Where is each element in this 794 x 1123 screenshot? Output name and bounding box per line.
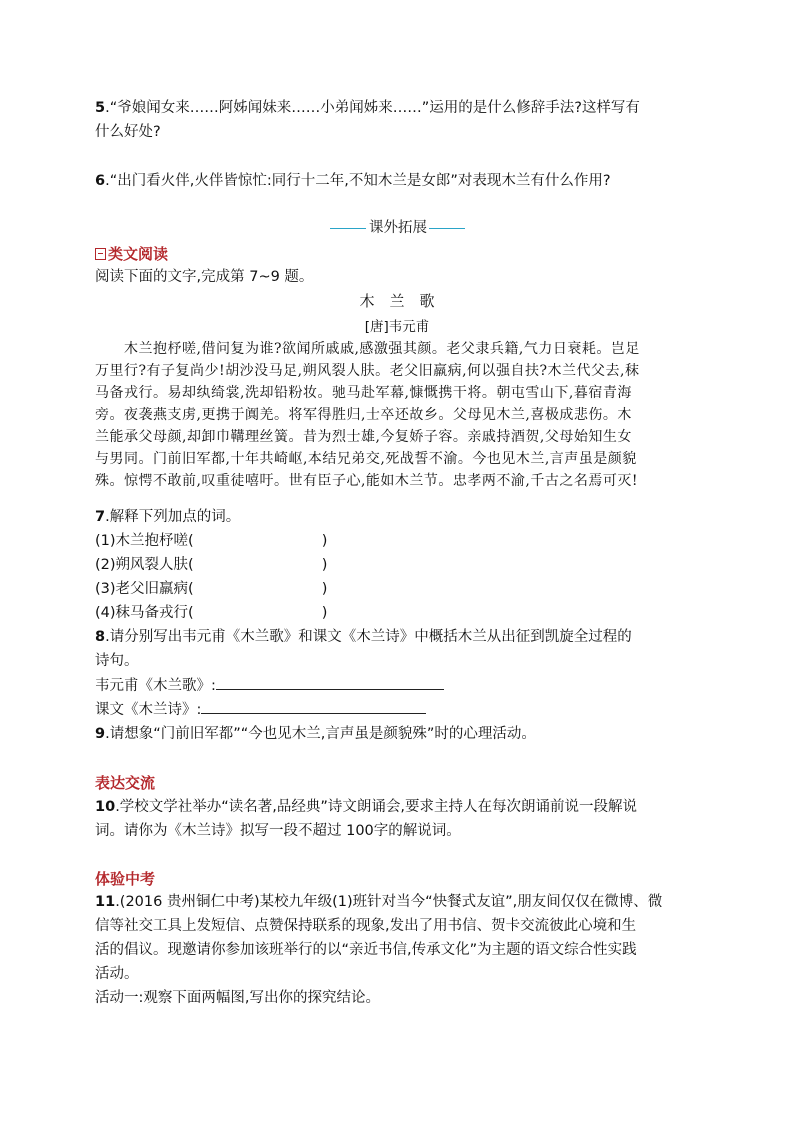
answer-line[interactable]: [201, 699, 426, 714]
question-10: [95, 796, 637, 818]
question-number: 10: [95, 799, 116, 815]
question-text: .请想象“门前旧军都”“今也见木兰,言声虽是颜貌殊”时的心理活动。: [105, 726, 536, 742]
question-5-line2: 什么好处?: [95, 124, 161, 140]
reading-instruction: 阅读下面的文字,完成第 7~9 题。: [95, 269, 314, 285]
question-11-line5: 活动一:观察下面两幅图,写出你的探究结论。: [95, 990, 380, 1006]
question-10-line2: 词。请你为《木兰诗》拟写一段不超过 100字的解说词。: [95, 823, 461, 839]
poem-line: 木兰抱杼嗟,借问复为谁?欲闻所戚戚,感激强其颜。老父隶兵籍,气力日衰耗。岂足: [95, 341, 640, 357]
subheading-reading: 类文阅读: [95, 243, 168, 264]
question-number: 7: [95, 509, 106, 525]
question-text: .解释下列加点的词。: [105, 509, 241, 525]
question-number: 5: [95, 100, 106, 116]
poem-body: [95, 338, 695, 492]
section-divider: [330, 217, 465, 239]
question-8-line2: 诗句。: [95, 653, 139, 669]
subheading-exam: 体验中考: [95, 870, 156, 888]
question-11: [95, 891, 662, 913]
divider-line-left: [330, 228, 366, 229]
poem-line: 殊。惊愕不敢前,叹重徒嘻吁。世有臣子心,能如木兰节。忠孝两不渝,千古之名焉可灭!: [95, 473, 638, 489]
question-text: .“爷娘闻女来……阿姊闻妹来……小弟闻姊来……”运用的是什么修辞手法?这样写有: [105, 100, 640, 116]
poem-line: 万里行?有子复尚少!胡沙没马足,朔风裂人肤。老父旧羸病,何以强自扶?木兰代父去,秣: [95, 363, 640, 379]
poem-line: 马备戎行。易却纨绮裳,洗却铅粉妆。驰马赴军幕,慷慨携干将。朝屯雪山下,暮宿青海: [95, 385, 632, 401]
question-text: .学校文学社举办“读名著,品经典”诗文朗诵会,要求主持人在每次朗诵前说一段解说: [115, 799, 638, 815]
question-text: .请分别写出韦元甫《木兰歌》和课文《木兰诗》中概括木兰从出征到凯旋全过程的: [105, 629, 632, 645]
q7-item-4: (4)秣马备戎行( ): [95, 605, 328, 621]
poem-title: 木 兰 歌: [359, 292, 435, 310]
question-11-line4: 活动。: [95, 966, 139, 982]
question-5: [95, 97, 640, 119]
q8-answer-2: 课文《木兰诗》:: [95, 699, 426, 721]
question-number: 6: [95, 173, 106, 189]
q7-item-1: (1)木兰抱杼嗟( ): [95, 533, 328, 549]
q8-answer-1: 韦元甫《木兰歌》:: [95, 675, 444, 697]
poem-author: [唐]韦元甫: [364, 319, 430, 335]
q7-item-2: (2)朔风裂人肤( ): [95, 557, 328, 573]
q7-item-3: (3)老父旧羸病( ): [95, 581, 328, 597]
section-title: 课外拓展: [369, 220, 427, 236]
question-7: [95, 506, 240, 528]
divider-line-right: [429, 228, 465, 229]
answer-line[interactable]: [216, 675, 444, 690]
question-11-line2: 信等社交工具上发短信、点赞保持联系的现象,发出了用书信、贺卡交流彼此心境和生: [95, 918, 637, 934]
subheading-expression: 表达交流: [95, 774, 156, 792]
section-marker-icon: [95, 248, 106, 260]
poem-line: 与男同。门前旧军都,十年共崎岖,本结兄弟交,死战誓不渝。今也见木兰,言声虽是颜貌: [95, 451, 637, 467]
poem-line: 兰能承父母颜,却卸巾鞲理丝簧。昔为烈士雄,今复娇子容。亲戚持酒贺,父母始知生女: [95, 429, 632, 445]
question-number: 11: [95, 894, 116, 910]
question-number: 8: [95, 629, 106, 645]
poem-line: 旁。夜袭燕支虏,更携于阗羌。将军得胜归,士卒还故乡。父母见木兰,喜极成悲伤。木: [95, 407, 632, 423]
question-11-line3: 活的倡议。现邀请你参加该班举行的以“亲近书信,传承文化”为主题的语文综合性实践: [95, 942, 637, 958]
question-6: [95, 170, 611, 192]
question-9: [95, 723, 536, 745]
question-number: 9: [95, 726, 106, 742]
question-text: .(2016 贵州铜仁中考)某校九年级(1)班针对当今“快餐式友谊”,朋友间仅仅在微博、微: [115, 894, 663, 910]
question-text: .“出门看火伴,火伴皆惊忙:同行十二年,不知木兰是女郎”对表现木兰有什么作用?: [105, 173, 611, 189]
question-8: [95, 626, 632, 648]
